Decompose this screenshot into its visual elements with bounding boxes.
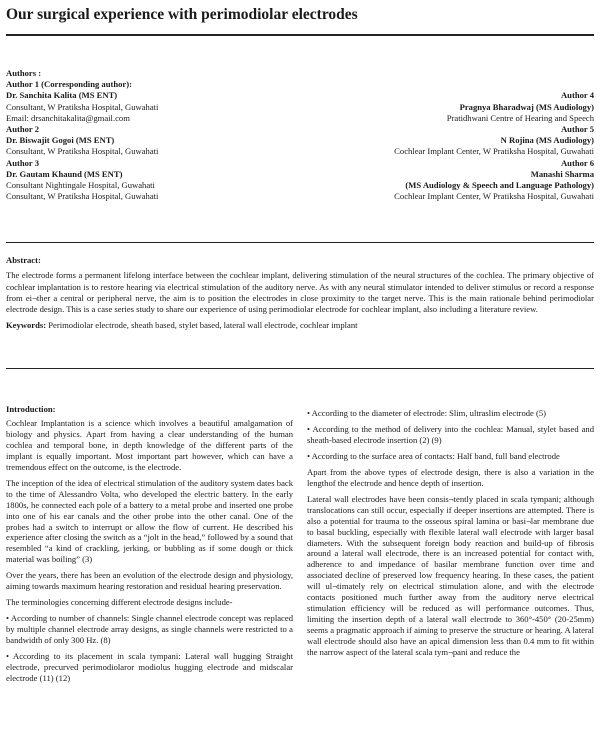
intro-paragraph: The terminologies concerning different electrode designs include- (6, 597, 233, 608)
abstract-heading: Abstract: (6, 255, 41, 265)
author-2-name: Dr. Biswajit Gogoi (MS ENT) (6, 135, 115, 146)
intro-paragraph: The inception of the idea of electrical stimulation of the auditory system dates back to the time of Alessandro Volta, who developed the electric battery. In the early 1800s, he connected each pole of a battery to a metal probe and inserted one probe into one of his ear canals and the other probe into the other canal. One of the probes had a switch to interrupt or allow the flow of current. He described his experience after closing the switch as a “jolt in the head,” followed by a sound that resembled “a kind of crackling, jerking, or bubbling as if some dough or thick material was boiling” (3) (6, 477, 293, 565)
intro-paragraph: Cochlear Implantation is a science which involves a beautiful amalgamation of biology and physics. Apart from having a clear understanding of the human cochlea and temporal bone, in depth knowledge of the different parts of the implant is equally important. Most important part however, which can have a tremendous effect on the outcome, is the electrode. (6, 417, 293, 472)
author-1-role: Author 1 (Corresponding author): (6, 79, 132, 90)
author-3-role: Author 3 (6, 157, 40, 168)
paper-title: Our surgical experience with perimodiolar electrodes (6, 6, 358, 23)
authors-block (6, 68, 594, 218)
author-6-affiliation: Cochlear Implant Center, W Pratiksha Hospital, Guwahati (394, 191, 594, 202)
author-2-role: Author 2 (6, 124, 40, 135)
author-4-role: Author 4 (560, 90, 594, 101)
keywords-line (6, 320, 594, 331)
body-right-column (307, 408, 594, 663)
intro-bullet: • According to the surface area of contacts: Half band, full band electrode (307, 450, 560, 461)
author-1-affiliation: Consultant, W Pratiksha Hospital, Guwahati (6, 101, 159, 112)
author-6-role: Author 6 (560, 157, 594, 168)
intro-paragraph: Apart from the above types of electrode design, there is also a variation in the lengthof the electrode and hence depth of insertion. (307, 466, 594, 488)
author-1-email: Email: drsanchitakalita@gmail.com (6, 112, 130, 123)
author-4-affiliation: Pratidhwani Centre of Hearing and Speech (446, 112, 594, 123)
author-1-name: Dr. Sanchita Kalita (MS ENT) (6, 90, 118, 101)
intro-bullet: • According to the diameter of electrode: Slim, ultraslim electrode (5) (307, 408, 547, 418)
author-5-role: Author 5 (560, 124, 594, 134)
intro-paragraph: Lateral wall electrodes have been consis¬tently placed in scala tympani; although translocations can still occur, especially if deeper insertions are attempted. There is also a potential for trauma to the osseous spiral lamina or basi¬lar membrane due to basal buckling, especially with flexible lateral wall electrode with larger basal diameters. With the subsequent foreign body reaction and build-up of fibrosis around a lateral wall electrode, there is an increased potential for contact with, adherence to and impedance of basilar membrane function over time and associated decline of preserved low frequency hearing. In these cases, the patient will ul¬timately rely on electrical stimulation alone, and with the electrode contacts positioned much further away from the auditory nerve electrical stimulation efficiency will be reduced as will performance outcomes. Thus, limiting the insertion depth of a lateral wall electrode to 360°-450° (20-25mm) seems a pragmatic approach if aiming to preserve the structure or hearing. A lateral wall electrode should also have an apical dimension less than 0.4 mm to fit within the narrow aspect of the lateral scala tym¬pani and reduce the (307, 493, 594, 658)
author-3-affiliation-2: Consultant, W Pratiksha Hospital, Guwahati (6, 191, 159, 202)
introduction-heading: Introduction: (6, 404, 56, 414)
author-5-affiliation: Cochlear Implant Center, W Pratiksha Hospital, Guwahati (394, 146, 594, 157)
author-3-affiliation-1: Consultant Nightingale Hospital, Guwahati (6, 180, 155, 191)
intro-bullet: • According to its placement in scala tympani: Lateral wall hugging Straight electrode, precurved perimodiolaror modiolus hugging electrode and midscalar electrode (11) (12) (6, 651, 293, 683)
abstract-bottom-rule (6, 368, 594, 369)
abstract-top-rule (6, 242, 594, 243)
author-5-name: N Rojina (MS Audiology) (500, 135, 594, 146)
author-4-name: Pragnya Bharadwaj (MS Audiology) (459, 101, 594, 112)
title-rule (6, 34, 594, 36)
abstract-text: The electrode forms a permanent lifelong interface between the cochlear implant, delivering stimulation of the neural structures of the cochlea. The primary objective of cochlear implantation is to restore hearing via electrical stimulation of the auditory nerve. As with any neural stimulator intended to deliver stimulus or record a response from ei¬ther a central or peripheral nerve, the aim is to position the electrodes in close proximity to the target nerve. This is the main rationale behind perimodiolar electrode design. This is a case series study to share our experience of using perimodiolar electrode for cochlear implant, also including a literature review. (6, 270, 594, 315)
author-6-name: Manashi Sharma (530, 168, 594, 179)
authors-right-column (294, 90, 594, 202)
author-2-affiliation: Consultant, W Pratiksha Hospital, Guwahati (6, 146, 159, 157)
author-3-name: Dr. Gautam Khaund (MS ENT) (6, 168, 123, 179)
keywords-label: Keywords: (6, 320, 47, 331)
author-6-qualification: (MS Audiology & Speech and Language Pathology) (405, 180, 594, 191)
intro-bullet: • According to number of channels: Single channel electrode concept was replaced by multiple channel electrode array designs, as single channels were restricted to a bandwidth of only 300 Hz. (8) (6, 613, 293, 646)
keywords-text: Perimodiolar electrode, sheath based, stylet based, lateral wall electrode, cochlear implant (48, 320, 358, 331)
body-left-column (6, 404, 293, 689)
abstract-section (6, 255, 594, 337)
intro-paragraph: Over the years, there has been an evolution of the electrode design and physiology, aiming towards maximum hearing restoration and residual hearing preservation. (6, 570, 293, 592)
authors-heading: Authors : (6, 68, 42, 78)
authors-left-column (6, 68, 296, 202)
intro-bullet: • According to the method of delivery into the cochlea: Manual, stylet based and sheath-based electrode insertion (2) (9) (307, 423, 594, 445)
